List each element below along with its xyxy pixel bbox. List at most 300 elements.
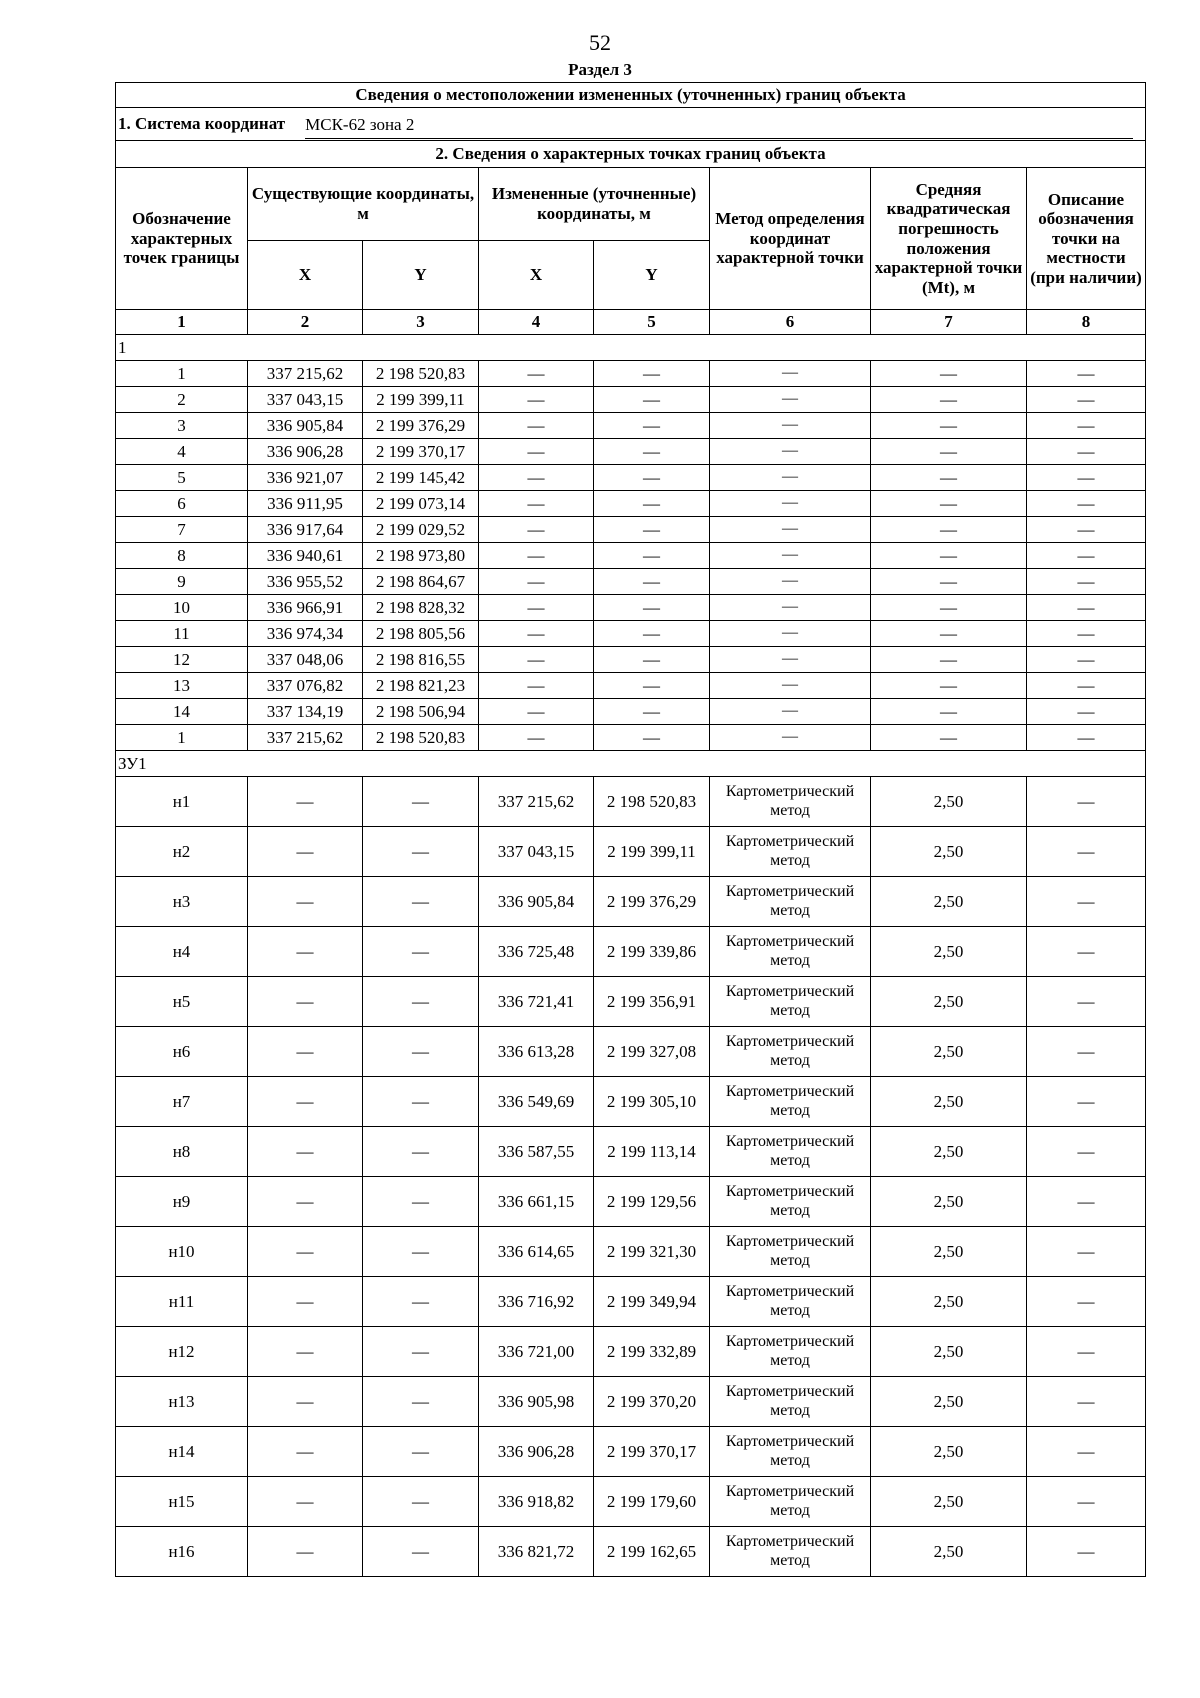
table-row: [116, 1527, 1146, 1577]
header-description: Описание обозначения точки на местности (при наличии): [1027, 168, 1146, 310]
table-cell: —: [248, 1227, 363, 1277]
table-cell: 337 048,06: [248, 647, 363, 673]
table-cell: 2 199 145,42: [363, 465, 479, 491]
table-row: [116, 361, 1146, 387]
table-cell: —: [710, 387, 871, 413]
table-cell: —: [363, 1177, 479, 1227]
table-cell: —: [248, 1127, 363, 1177]
table-cell: 2 198 506,94: [363, 699, 479, 725]
table-row: [116, 1327, 1146, 1377]
header-changed-x: X: [479, 241, 594, 310]
table-cell: —: [1027, 361, 1146, 387]
table-cell: Картометрический метод: [710, 977, 871, 1027]
table-cell: —: [594, 673, 710, 699]
table-row: [116, 465, 1146, 491]
table-cell: —: [1027, 595, 1146, 621]
table-row: [116, 413, 1146, 439]
table-cell: —: [363, 1227, 479, 1277]
table-cell: —: [871, 595, 1027, 621]
table-cell: —: [248, 1427, 363, 1477]
table-cell: —: [710, 673, 871, 699]
table-cell: 2,50: [871, 1427, 1027, 1477]
table-cell: 336 911,95: [248, 491, 363, 517]
table-cell: —: [1027, 1277, 1146, 1327]
table-cell: —: [479, 569, 594, 595]
table-cell: Картометрический метод: [710, 1277, 871, 1327]
table-cell: —: [871, 413, 1027, 439]
table-cell: Картометрический метод: [710, 1127, 871, 1177]
table-cell: 336 905,84: [479, 877, 594, 927]
table-cell: 2,50: [871, 1227, 1027, 1277]
table-cell: —: [710, 647, 871, 673]
table-cell: 2 199 356,91: [594, 977, 710, 1027]
table-cell: 9: [116, 569, 248, 595]
table-cell: —: [248, 1377, 363, 1427]
table-cell: —: [248, 1277, 363, 1327]
table-cell: 2 199 370,17: [363, 439, 479, 465]
table-cell: —: [248, 1077, 363, 1127]
table-cell: —: [248, 1027, 363, 1077]
column-number: 5: [594, 310, 710, 335]
table-cell: —: [1027, 777, 1146, 827]
table-row: [116, 1127, 1146, 1177]
table-cell: —: [479, 361, 594, 387]
table-row: [116, 699, 1146, 725]
column-number: 7: [871, 310, 1027, 335]
table-row: [116, 543, 1146, 569]
header-method: Метод определения координат характерной точки: [710, 168, 871, 310]
table-cell: 1: [116, 725, 248, 751]
table-cell: —: [1027, 569, 1146, 595]
points-section-title: 2. Сведения о характерных точках границ объекта: [116, 141, 1146, 168]
table-cell: —: [363, 927, 479, 977]
table-row: [116, 439, 1146, 465]
table-cell: —: [479, 439, 594, 465]
table-cell: 336 721,00: [479, 1327, 594, 1377]
table-title: Сведения о местоположении измененных (уточненных) границ объекта: [116, 83, 1146, 108]
coordinate-system-value: МСК-62 зона 2: [305, 115, 1133, 139]
table-cell: 2 199 349,94: [594, 1277, 710, 1327]
table-row: [116, 491, 1146, 517]
table-cell: —: [363, 1027, 479, 1077]
table-cell: —: [1027, 827, 1146, 877]
table-cell: —: [1027, 1127, 1146, 1177]
table-cell: 337 076,82: [248, 673, 363, 699]
table-cell: —: [594, 387, 710, 413]
table-cell: —: [710, 699, 871, 725]
table-cell: 2 199 321,30: [594, 1227, 710, 1277]
table-cell: —: [363, 827, 479, 877]
table-cell: —: [248, 977, 363, 1027]
table-cell: —: [363, 977, 479, 1027]
table-cell: —: [363, 1327, 479, 1377]
table-cell: 2 199 399,11: [594, 827, 710, 877]
table-row: [116, 569, 1146, 595]
table-cell: 337 043,15: [479, 827, 594, 877]
table-cell: 8: [116, 543, 248, 569]
table-cell: 2,50: [871, 1527, 1027, 1577]
table-cell: —: [1027, 977, 1146, 1027]
boundary-points-table: [115, 82, 1146, 1577]
table-cell: 2 199 332,89: [594, 1327, 710, 1377]
table-cell: —: [710, 439, 871, 465]
table-cell: —: [871, 465, 1027, 491]
table-cell: —: [710, 491, 871, 517]
table-cell: Картометрический метод: [710, 877, 871, 927]
column-number: 8: [1027, 310, 1146, 335]
table-cell: —: [363, 1127, 479, 1177]
table-cell: 2,50: [871, 977, 1027, 1027]
table-cell: 3: [116, 413, 248, 439]
header-existing-coordinates: Существующие координаты, м: [248, 168, 479, 241]
table-cell: 336 821,72: [479, 1527, 594, 1577]
table-cell: н12: [116, 1327, 248, 1377]
table-cell: —: [479, 699, 594, 725]
table-cell: 2 199 305,10: [594, 1077, 710, 1127]
table-cell: —: [871, 543, 1027, 569]
table-cell: —: [594, 725, 710, 751]
column-number: 2: [248, 310, 363, 335]
table-cell: —: [1027, 621, 1146, 647]
table-row: [116, 827, 1146, 877]
table-cell: —: [479, 673, 594, 699]
table-cell: 2 199 370,17: [594, 1427, 710, 1477]
group-row: [116, 751, 1146, 777]
table-cell: —: [1027, 413, 1146, 439]
table-cell: —: [479, 517, 594, 543]
table-cell: 2 199 370,20: [594, 1377, 710, 1427]
table-cell: 2 198 973,80: [363, 543, 479, 569]
table-cell: —: [594, 621, 710, 647]
table-cell: —: [1027, 927, 1146, 977]
table-cell: —: [871, 439, 1027, 465]
table-row: [116, 1377, 1146, 1427]
table-cell: —: [594, 413, 710, 439]
table-cell: 2 198 864,67: [363, 569, 479, 595]
table-cell: Картометрический метод: [710, 1377, 871, 1427]
table-cell: 337 215,62: [479, 777, 594, 827]
table-cell: —: [1027, 543, 1146, 569]
table-cell: —: [1027, 699, 1146, 725]
column-number: 1: [116, 310, 248, 335]
table-cell: —: [479, 465, 594, 491]
table-cell: 2 199 327,08: [594, 1027, 710, 1077]
table-cell: 336 974,34: [248, 621, 363, 647]
table-cell: 2,50: [871, 1377, 1027, 1427]
table-cell: —: [1027, 647, 1146, 673]
table-cell: 2 199 179,60: [594, 1477, 710, 1527]
table-cell: 336 905,84: [248, 413, 363, 439]
table-cell: —: [594, 517, 710, 543]
table-cell: —: [248, 877, 363, 927]
table-cell: 2,50: [871, 1077, 1027, 1127]
page-number: 52: [589, 30, 611, 55]
table-cell: н6: [116, 1027, 248, 1077]
table-cell: —: [363, 1427, 479, 1477]
table-cell: —: [871, 673, 1027, 699]
column-number: 3: [363, 310, 479, 335]
table-cell: —: [248, 777, 363, 827]
table-cell: —: [1027, 465, 1146, 491]
table-cell: —: [363, 1477, 479, 1527]
table-cell: —: [1027, 673, 1146, 699]
table-cell: —: [1027, 1527, 1146, 1577]
table-cell: 336 905,98: [479, 1377, 594, 1427]
table-row: [116, 647, 1146, 673]
table-cell: 337 134,19: [248, 699, 363, 725]
table-cell: 2 199 399,11: [363, 387, 479, 413]
table-cell: —: [248, 1177, 363, 1227]
table-cell: 2,50: [871, 1477, 1027, 1527]
table-row: [116, 1277, 1146, 1327]
column-number: 6: [710, 310, 871, 335]
table-cell: —: [594, 439, 710, 465]
table-cell: —: [1027, 1427, 1146, 1477]
table-cell: 336 906,28: [248, 439, 363, 465]
table-cell: —: [710, 725, 871, 751]
header-existing-y: Y: [363, 241, 479, 310]
table-cell: 2,50: [871, 827, 1027, 877]
table-row: [116, 621, 1146, 647]
table-cell: Картометрический метод: [710, 1177, 871, 1227]
table-cell: 2 199 376,29: [594, 877, 710, 927]
table-row: [116, 877, 1146, 927]
table-cell: 12: [116, 647, 248, 673]
group-label: ЗУ1: [116, 751, 1146, 777]
table-row: [116, 387, 1146, 413]
table-row: [116, 1427, 1146, 1477]
table-row: [116, 977, 1146, 1027]
table-cell: —: [594, 699, 710, 725]
table-cell: —: [1027, 439, 1146, 465]
table-row: [116, 777, 1146, 827]
table-cell: н2: [116, 827, 248, 877]
table-cell: 336 661,15: [479, 1177, 594, 1227]
table-cell: Картометрический метод: [710, 1027, 871, 1077]
table-cell: Картометрический метод: [710, 927, 871, 977]
table-cell: —: [1027, 387, 1146, 413]
table-cell: 336 940,61: [248, 543, 363, 569]
table-cell: 2 198 520,83: [594, 777, 710, 827]
table-cell: —: [871, 699, 1027, 725]
table-cell: —: [479, 647, 594, 673]
header-changed-coordinates: Измененные (уточненные) координаты, м: [479, 168, 710, 241]
table-cell: н8: [116, 1127, 248, 1177]
table-cell: —: [871, 621, 1027, 647]
table-cell: 336 549,69: [479, 1077, 594, 1127]
table-cell: —: [871, 647, 1027, 673]
table-cell: Картометрический метод: [710, 777, 871, 827]
table-cell: —: [1027, 1027, 1146, 1077]
table-cell: —: [248, 1527, 363, 1577]
table-cell: 336 613,28: [479, 1027, 594, 1077]
table-cell: —: [1027, 1077, 1146, 1127]
table-cell: —: [1027, 517, 1146, 543]
table-cell: —: [248, 827, 363, 877]
table-cell: —: [710, 517, 871, 543]
table-cell: 7: [116, 517, 248, 543]
table-cell: 2,50: [871, 1127, 1027, 1177]
table-cell: —: [710, 621, 871, 647]
table-cell: 336 587,55: [479, 1127, 594, 1177]
table-cell: —: [710, 413, 871, 439]
table-cell: н15: [116, 1477, 248, 1527]
table-cell: 2 199 073,14: [363, 491, 479, 517]
table-cell: Картометрический метод: [710, 1227, 871, 1277]
table-cell: —: [1027, 877, 1146, 927]
table-cell: Картометрический метод: [710, 1327, 871, 1377]
coordinate-system-row: [116, 108, 1146, 141]
table-cell: н10: [116, 1227, 248, 1277]
table-cell: —: [363, 1377, 479, 1427]
group-label: 1: [116, 335, 1146, 361]
table-cell: 336 966,91: [248, 595, 363, 621]
table-cell: 336 725,48: [479, 927, 594, 977]
table-cell: —: [363, 1527, 479, 1577]
table-cell: 336 716,92: [479, 1277, 594, 1327]
header-existing-x: X: [248, 241, 363, 310]
table-cell: 11: [116, 621, 248, 647]
table-cell: —: [710, 361, 871, 387]
table-cell: —: [1027, 1327, 1146, 1377]
table-cell: —: [479, 595, 594, 621]
table-cell: —: [479, 543, 594, 569]
table-cell: —: [871, 725, 1027, 751]
table-cell: 337 043,15: [248, 387, 363, 413]
column-number: 4: [479, 310, 594, 335]
table-cell: —: [1027, 1227, 1146, 1277]
table-cell: н5: [116, 977, 248, 1027]
table-cell: 336 906,28: [479, 1427, 594, 1477]
table-row: [116, 1477, 1146, 1527]
table-cell: —: [871, 387, 1027, 413]
table-cell: 2 198 520,83: [363, 725, 479, 751]
table-cell: 14: [116, 699, 248, 725]
table-cell: —: [710, 569, 871, 595]
table-cell: 2 198 805,56: [363, 621, 479, 647]
header-designation: Обозначение характерных точек границы: [116, 168, 248, 310]
table-cell: —: [479, 491, 594, 517]
section-title: Раздел 3: [568, 60, 632, 79]
header-changed-y: Y: [594, 241, 710, 310]
table-cell: 2 199 029,52: [363, 517, 479, 543]
table-cell: —: [363, 877, 479, 927]
table-cell: 2,50: [871, 777, 1027, 827]
table-cell: —: [479, 413, 594, 439]
table-cell: 2,50: [871, 927, 1027, 977]
table-cell: 2 199 376,29: [363, 413, 479, 439]
header-accuracy: Средняя квадратическая погрешность положения характерной точки (Mt), м: [871, 168, 1027, 310]
table-cell: —: [710, 465, 871, 491]
table-row: [116, 1027, 1146, 1077]
table-cell: —: [594, 491, 710, 517]
table-cell: —: [248, 1327, 363, 1377]
table-cell: —: [479, 387, 594, 413]
table-cell: 2,50: [871, 1177, 1027, 1227]
group-row: [116, 335, 1146, 361]
table-row: [116, 725, 1146, 751]
table-cell: —: [248, 1477, 363, 1527]
table-cell: Картометрический метод: [710, 1477, 871, 1527]
table-cell: 2 199 162,65: [594, 1527, 710, 1577]
table-cell: 336 955,52: [248, 569, 363, 595]
table-cell: —: [1027, 491, 1146, 517]
table-cell: н14: [116, 1427, 248, 1477]
table-cell: —: [363, 1277, 479, 1327]
table-cell: 336 921,07: [248, 465, 363, 491]
table-cell: —: [871, 569, 1027, 595]
table-cell: Картометрический метод: [710, 1527, 871, 1577]
table-cell: —: [594, 543, 710, 569]
table-cell: 2 198 520,83: [363, 361, 479, 387]
table-cell: н7: [116, 1077, 248, 1127]
table-cell: 2 198 828,32: [363, 595, 479, 621]
table-cell: —: [1027, 1477, 1146, 1527]
table-cell: 2,50: [871, 877, 1027, 927]
table-cell: 336 917,64: [248, 517, 363, 543]
table-cell: н1: [116, 777, 248, 827]
table-cell: —: [871, 517, 1027, 543]
table-cell: 5: [116, 465, 248, 491]
table-cell: 336 614,65: [479, 1227, 594, 1277]
table-cell: Картометрический метод: [710, 1427, 871, 1477]
table-row: [116, 1077, 1146, 1127]
table-cell: н11: [116, 1277, 248, 1327]
table-row: [116, 1227, 1146, 1277]
table-cell: н3: [116, 877, 248, 927]
table-cell: 4: [116, 439, 248, 465]
table-cell: —: [1027, 1177, 1146, 1227]
table-cell: —: [363, 1077, 479, 1127]
table-cell: 2,50: [871, 1327, 1027, 1377]
table-row: [116, 673, 1146, 699]
coordinate-system-label: 1. Система координат: [118, 114, 286, 134]
table-row: [116, 1177, 1146, 1227]
table-cell: 2 199 129,56: [594, 1177, 710, 1227]
table-cell: —: [710, 543, 871, 569]
table-cell: н16: [116, 1527, 248, 1577]
table-cell: 2 199 113,14: [594, 1127, 710, 1177]
table-cell: —: [1027, 725, 1146, 751]
table-cell: —: [594, 647, 710, 673]
table-cell: —: [1027, 1377, 1146, 1427]
table-cell: 2,50: [871, 1277, 1027, 1327]
table-row: [116, 927, 1146, 977]
table-cell: 2 198 821,23: [363, 673, 479, 699]
table-cell: 13: [116, 673, 248, 699]
table-cell: 337 215,62: [248, 725, 363, 751]
table-cell: 336 918,82: [479, 1477, 594, 1527]
table-cell: —: [594, 595, 710, 621]
table-cell: 2 198 816,55: [363, 647, 479, 673]
table-cell: 337 215,62: [248, 361, 363, 387]
table-row: [116, 595, 1146, 621]
table-cell: —: [363, 777, 479, 827]
table-cell: н9: [116, 1177, 248, 1227]
table-cell: Картометрический метод: [710, 1077, 871, 1127]
table-cell: —: [248, 927, 363, 977]
table-cell: 6: [116, 491, 248, 517]
table-cell: 2,50: [871, 1027, 1027, 1077]
table-cell: —: [594, 465, 710, 491]
table-cell: Картометрический метод: [710, 827, 871, 877]
table-cell: 336 721,41: [479, 977, 594, 1027]
table-cell: 2: [116, 387, 248, 413]
table-cell: н4: [116, 927, 248, 977]
table-cell: 1: [116, 361, 248, 387]
table-cell: —: [594, 569, 710, 595]
table-cell: —: [594, 361, 710, 387]
